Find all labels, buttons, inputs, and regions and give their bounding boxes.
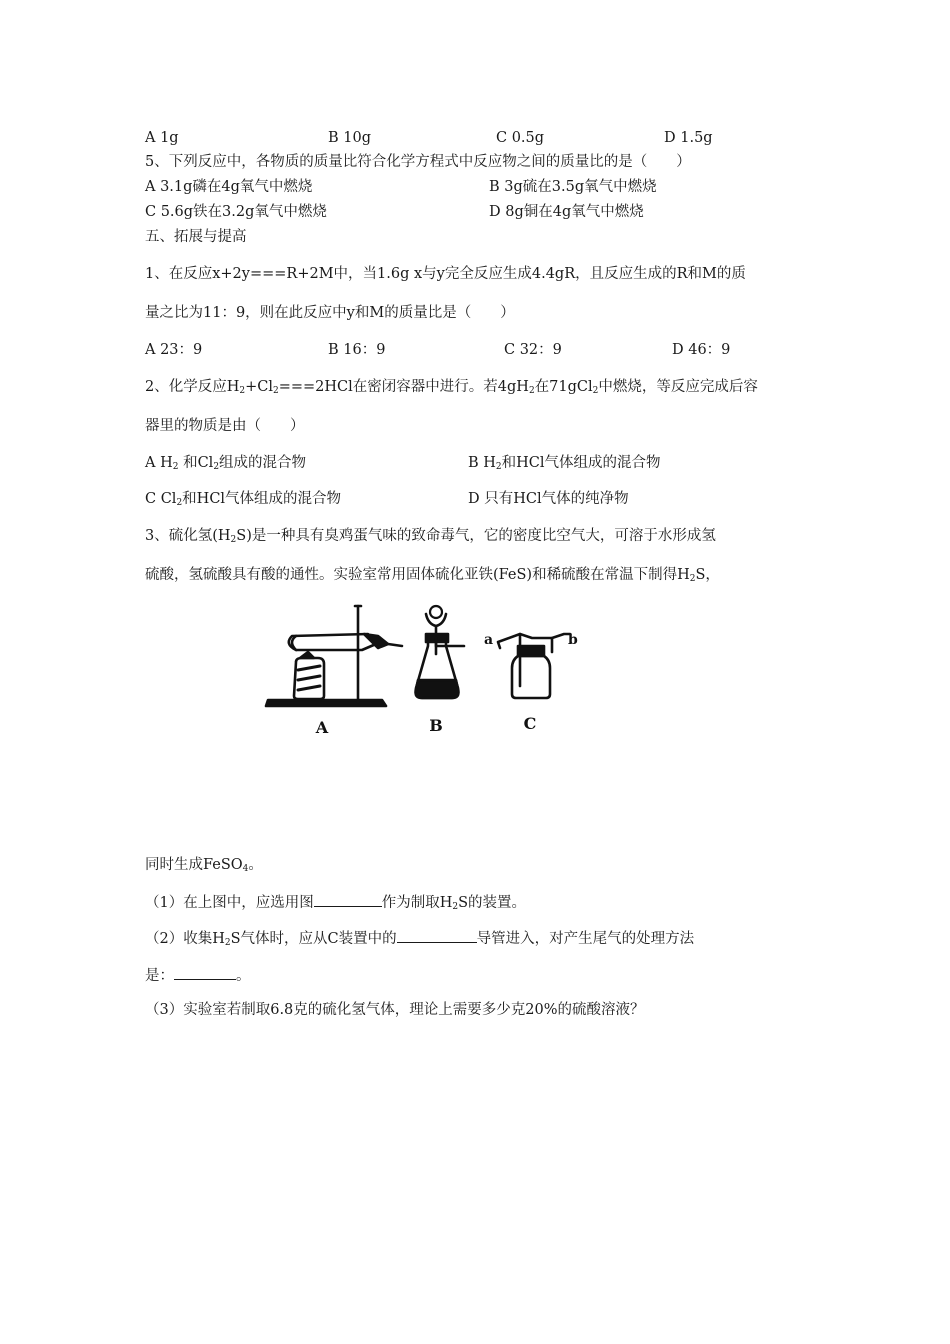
- p2-option-d: D 只有HCl气体的纯净物: [468, 491, 629, 507]
- q5-option-d: D 8g铜在4g氧气中燃烧: [489, 204, 644, 220]
- q4-option-a: A 1g: [145, 130, 179, 146]
- p1-stem-line1: 1、在反应x+2y===R+2M中，当1.6g x与y完全反应生成4.4gR，且反应生成的R和M的质: [145, 266, 746, 282]
- q4-option-b: B 10g: [328, 130, 371, 146]
- p3-sub2-cont: 是： 。: [145, 965, 251, 986]
- q4-option-d: D 1.5g: [664, 130, 713, 146]
- answer-blank-1[interactable]: [314, 892, 382, 907]
- apparatus-a-drawing: [266, 606, 402, 706]
- section-title: 五、拓展与提高: [145, 229, 247, 245]
- q5-option-b: B 3g硫在3.5g氧气中燃烧: [489, 179, 657, 195]
- answer-blank-2[interactable]: [397, 928, 477, 943]
- p3-stem-line1: 3、硫化氢$(H_2S)$是一种具有臭鸡蛋气味的致命毒气，它的密度比空气大，可溶于水形成氢: [145, 528, 716, 545]
- apparatus-c-drawing: [498, 634, 570, 698]
- p1-option-a: A 23：9: [145, 342, 203, 358]
- tube-label-a: a: [484, 632, 494, 648]
- q5-option-a: A 3.1g磷在4g氧气中燃烧: [145, 179, 313, 195]
- tube-label-b: b: [568, 632, 578, 648]
- figure-label-a: A: [315, 718, 329, 737]
- q5-stem: 5、下列反应中，各物质的质量比符合化学方程式中反应物之间的质量比的是（ ）: [145, 154, 691, 170]
- p2-stem-line1: 2、化学反应$H_2+Cl_2===2HCl$在密闭容器中进行。若$4gH_2$在71gCl$_2$中燃烧，等反应完成后容: [145, 379, 758, 396]
- figure-label-b: B: [429, 716, 443, 735]
- p3-stem-line3: 同时生成FeSO$_4$。: [145, 857, 263, 874]
- p3-sub3: （3）实验室若制取6.8克的硫化氢气体，理论上需要多少克20%的硫酸溶液？: [145, 1002, 645, 1018]
- q5-option-c: C 5.6g铁在3.2g氧气中燃烧: [145, 204, 327, 220]
- p1-option-d: D 46：9: [672, 342, 731, 358]
- p3-sub1: （1）在上图中，应选用图 作为制取$H_2S$的装置。: [145, 892, 526, 913]
- p1-option-b: B 16：9: [328, 342, 386, 358]
- figure-label-c: C: [523, 714, 537, 733]
- p3-sub2: （2）收集$H_2S$气体时，应从C装置中的 导管进入，对产生尾气的处理方法: [145, 928, 694, 949]
- p2-stem-line2: 器里的物质是由（ ）: [145, 418, 305, 434]
- answer-blank-3[interactable]: [174, 965, 236, 980]
- p1-stem-line2: 量之比为11：9，则在此反应中y和M的质量比是（ ）: [145, 305, 515, 321]
- p2-option-c: C $Cl_2$和HCl气体组成的混合物: [145, 491, 342, 508]
- apparatus-figure: [262, 598, 612, 748]
- p2-option-b: B $H_2$和HCl气体组成的混合物: [468, 455, 661, 472]
- q4-option-c: C 0.5g: [496, 130, 545, 146]
- p2-option-a: A $H_2$ 和$Cl_2$组成的混合物: [145, 455, 307, 472]
- apparatus-b-drawing: [416, 606, 464, 698]
- p3-stem-line2: 硫酸，氢硫酸具有酸的通性。实验室常用固体硫化亚铁(FeS)和稀硫酸在常温下制得$H_2S$，: [145, 567, 720, 584]
- p1-option-c: C 32：9: [504, 342, 562, 358]
